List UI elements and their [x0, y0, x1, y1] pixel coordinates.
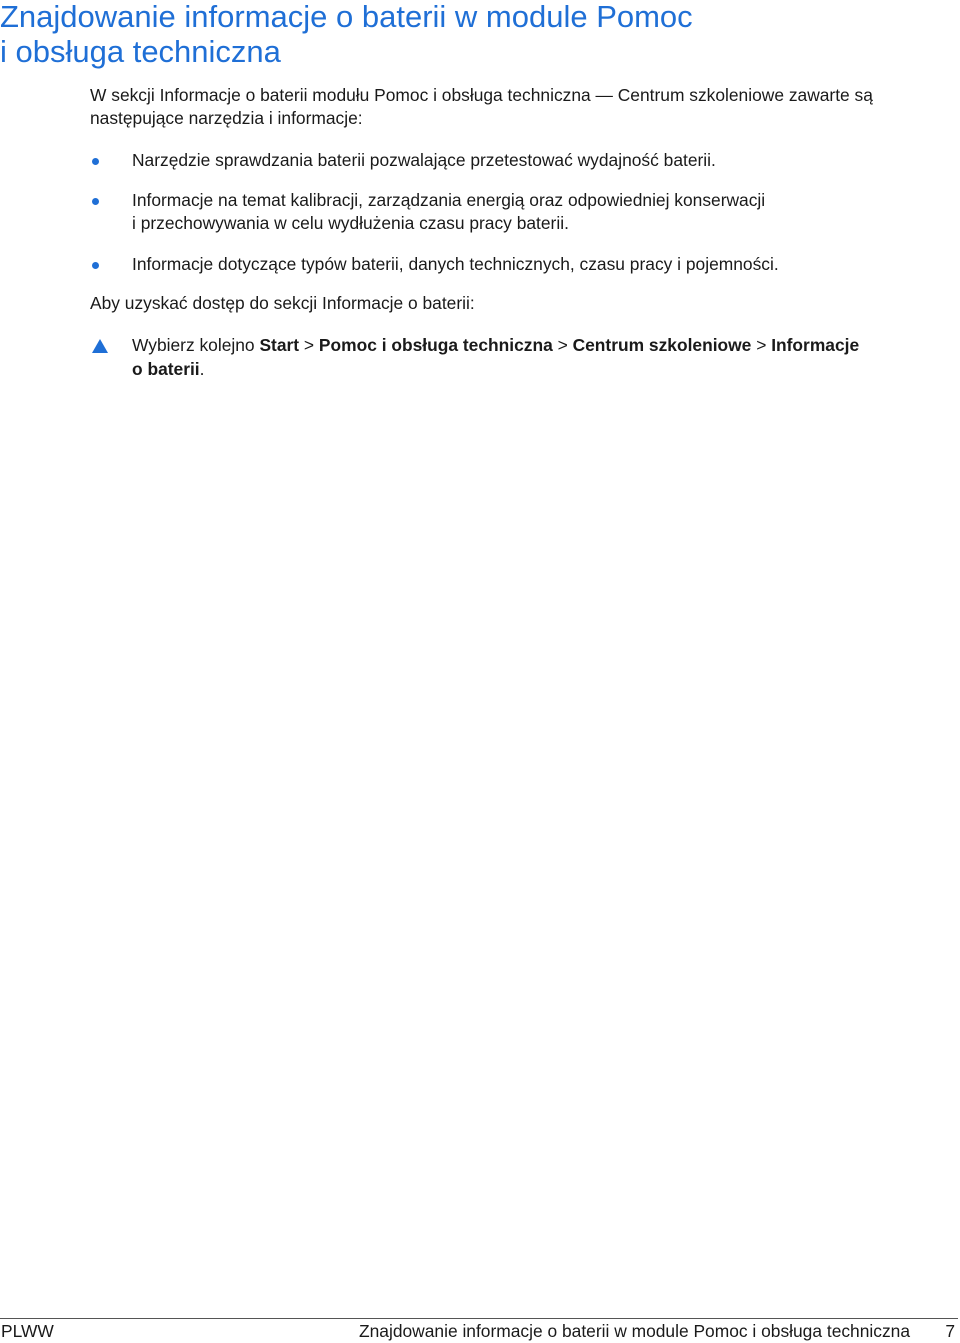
- page-title-line-2: i obsługa techniczna: [0, 34, 281, 69]
- bullet-dot-icon: [92, 158, 99, 165]
- access-intro: Aby uzyskać dostęp do sekcji Informacje o baterii:: [90, 293, 475, 313]
- procedure-step: [132, 333, 952, 381]
- page-title-line-1: Znajdowanie informacje o baterii w module Pomoc: [0, 0, 693, 34]
- page-number: 7: [945, 1321, 955, 1341]
- step-triangle-icon: [92, 339, 108, 353]
- step-period: .: [199, 359, 205, 379]
- list-item-text: Informacje dotyczące typów baterii, danych technicznych, czasu pracy i pojemności.: [132, 254, 779, 274]
- menu-path-info: Informacje: [771, 335, 860, 355]
- menu-path-separator: >: [751, 335, 772, 355]
- list-item-text: Narzędzie sprawdzania baterii pozwalające przetestować wydajność baterii.: [132, 150, 716, 170]
- menu-path-separator: >: [552, 335, 573, 355]
- menu-path-separator: >: [299, 335, 319, 355]
- page-footer: [0, 1318, 958, 1343]
- list-item: [132, 253, 952, 276]
- menu-path-start: Start: [259, 335, 300, 355]
- intro-paragraph: [90, 84, 960, 130]
- list-item: [132, 189, 952, 235]
- intro-line-1: W sekcji Informacje o baterii modułu Pomoc i obsługa techniczna — Centrum szkoleniowe zawarte są: [90, 85, 873, 105]
- list-item: [132, 149, 952, 172]
- footer-locale-code: PLWW: [1, 1321, 54, 1341]
- menu-path-help: Pomoc i obsługa techniczna: [318, 335, 553, 355]
- list-item-text-line-2: i przechowywania w celu wydłużenia czasu pracy baterii.: [132, 213, 569, 233]
- step-prefix: Wybierz kolejno: [132, 335, 260, 355]
- page-title: [0, 0, 940, 69]
- footer-section-title: Znajdowanie informacje o baterii w module Pomoc i obsługa techniczna: [359, 1321, 910, 1341]
- menu-path-info-continued: o baterii: [132, 359, 200, 379]
- list-item-text-line-1: Informacje na temat kalibracji, zarządzania energią oraz odpowiedniej konserwacji: [132, 190, 766, 210]
- intro-line-2: następujące narzędzia i informacje:: [90, 108, 363, 128]
- bullet-dot-icon: [92, 262, 99, 269]
- menu-path-center: Centrum szkoleniowe: [572, 335, 752, 355]
- bullet-dot-icon: [92, 198, 99, 205]
